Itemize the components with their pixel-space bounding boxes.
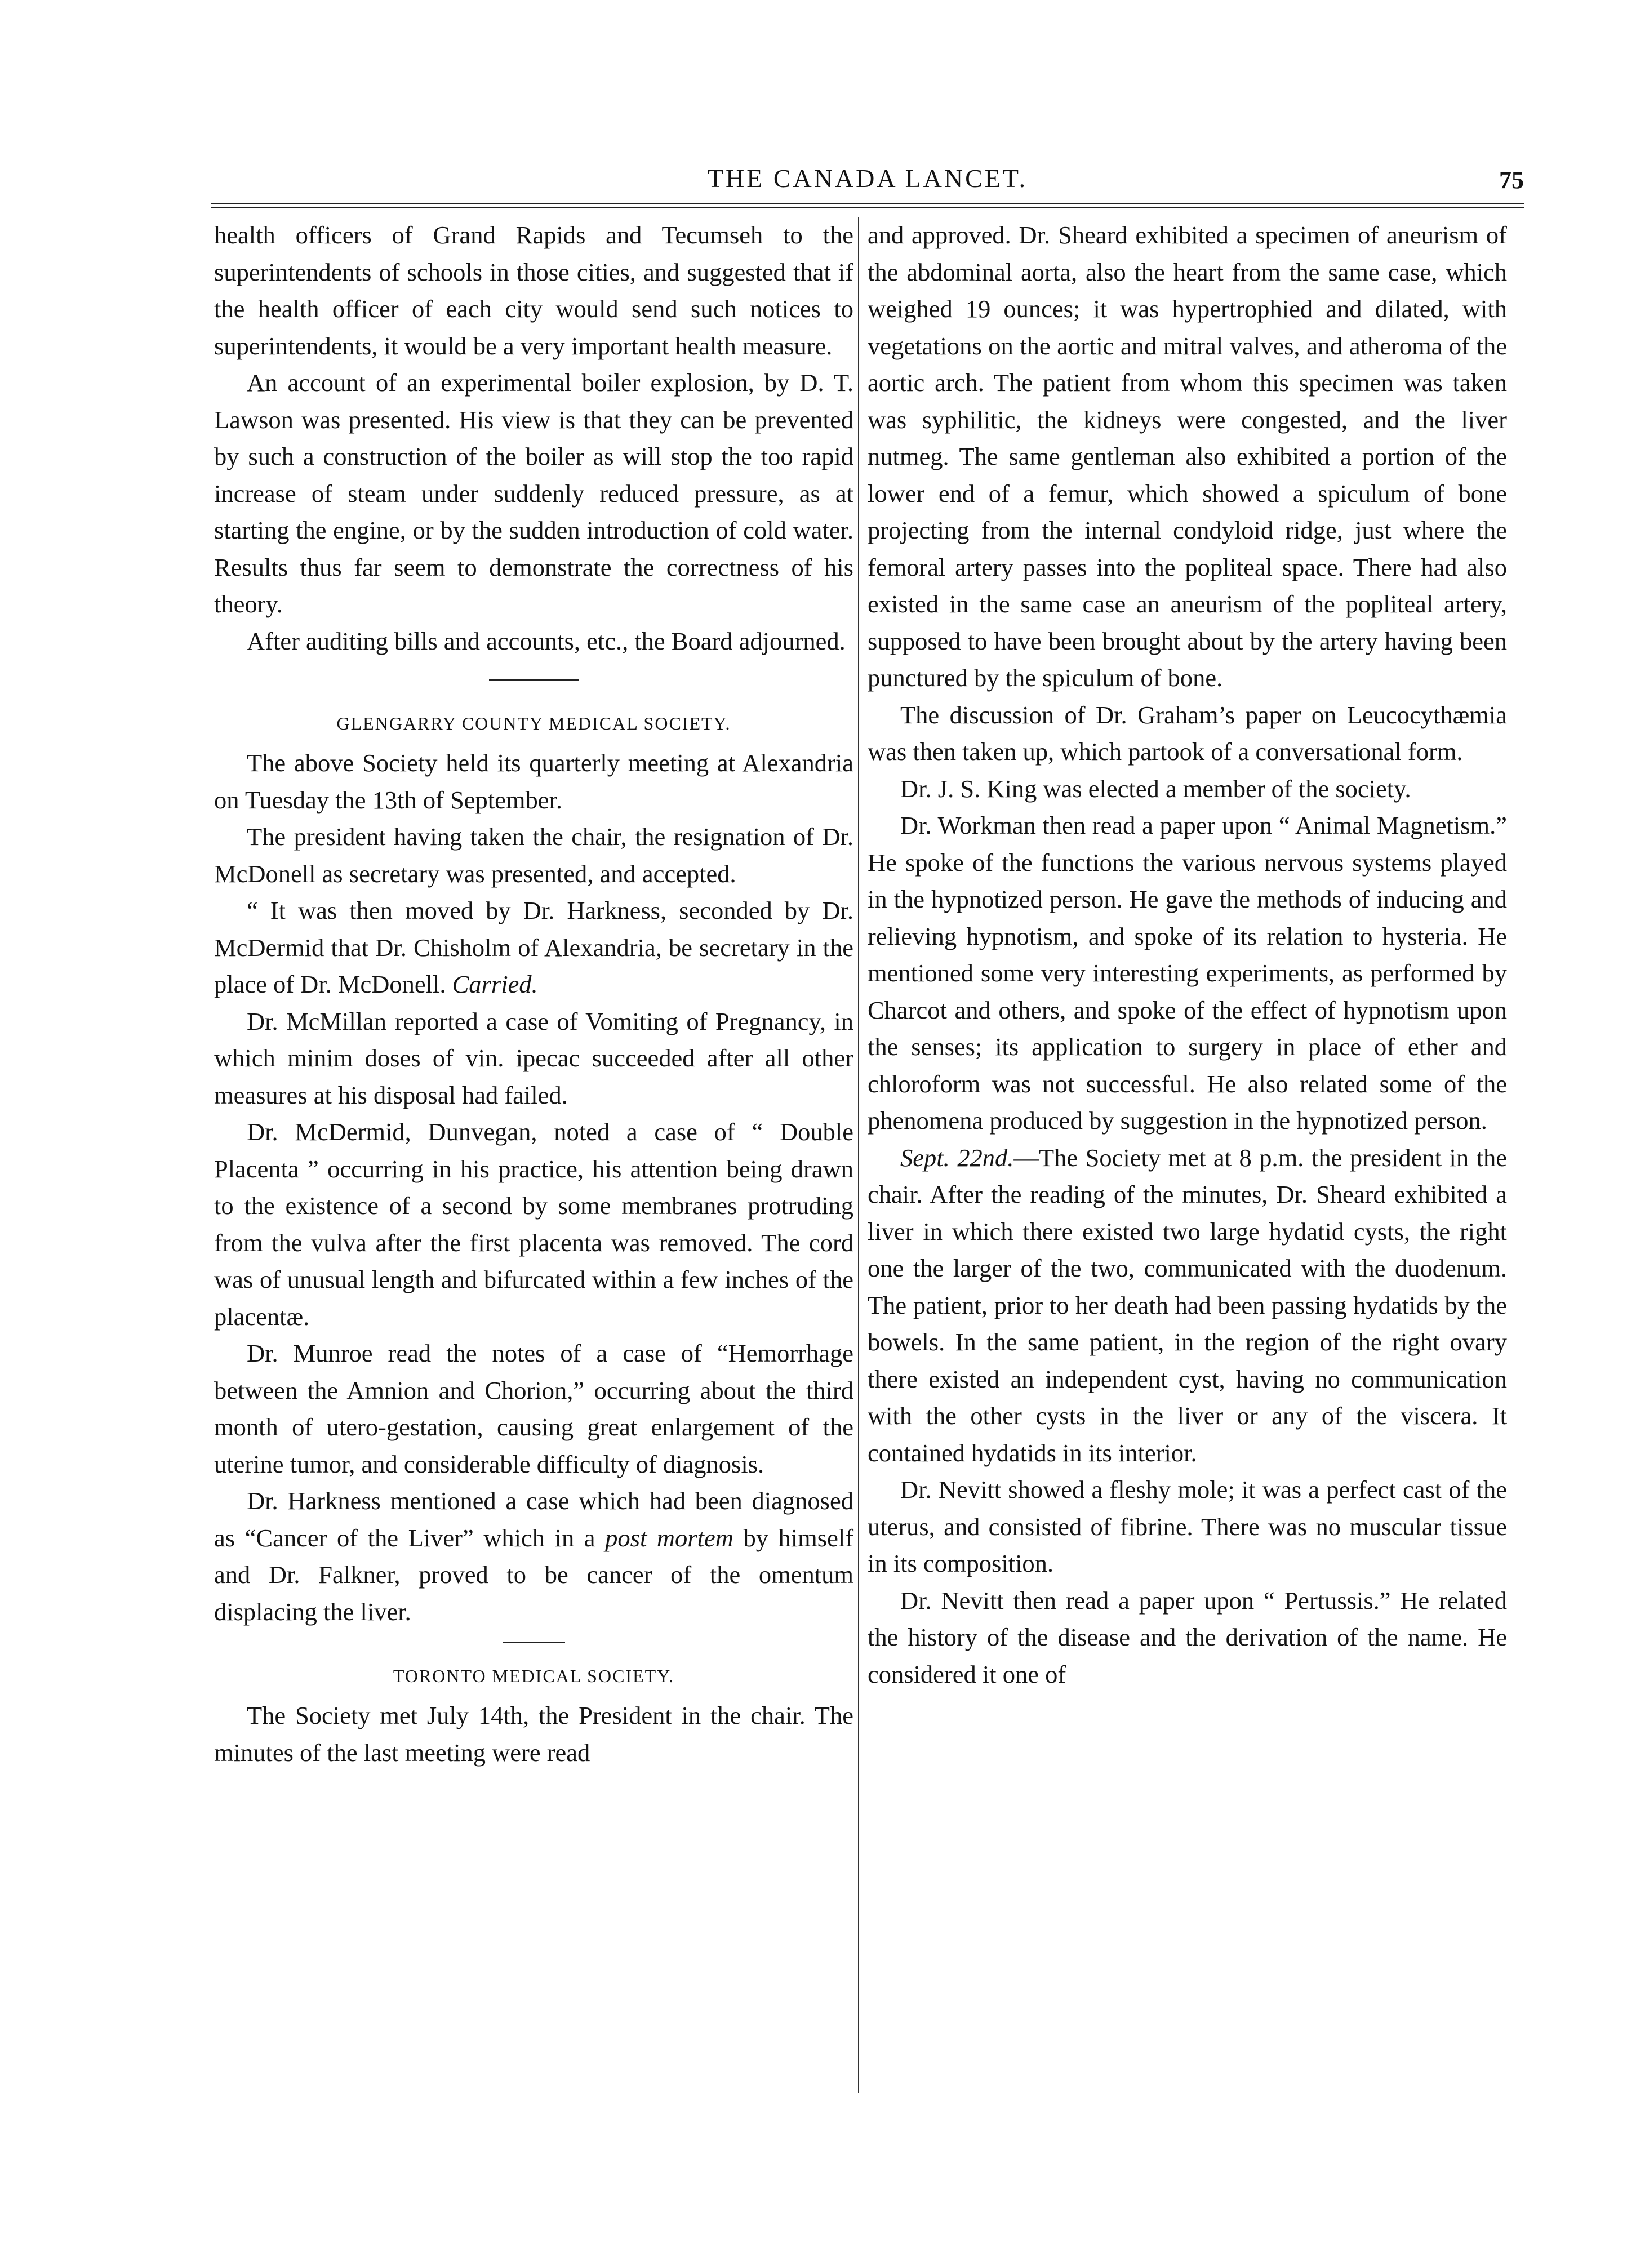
paragraph: After auditing bills and accounts, etc., the Board adjourned. bbox=[247, 626, 846, 655]
paragraph: The Society met July 14th, the President in the chair. The minutes of the last meeting were read bbox=[214, 1701, 853, 1767]
column-divider bbox=[858, 217, 859, 2093]
paragraph: Dr. McDermid, Dunvegan, noted a case of “ Double Placenta ” occurring in his practice, his attention being drawn to the existence of a second by some membranes protruding from the vulva after the first placenta was removed. The cord was of unusual length and bifurcated within a few inches of the placentæ. bbox=[214, 1118, 853, 1331]
right-column bbox=[868, 217, 1507, 1693]
running-title: THE CANADA LANCET. bbox=[707, 164, 1028, 193]
page-number: 75 bbox=[1499, 166, 1524, 194]
italic-phrase: post mortem bbox=[605, 1523, 733, 1552]
section-divider bbox=[503, 1642, 565, 1643]
paragraph: Dr. Workman then read a paper upon “ Animal Magnetism.” He spoke of the functions the various nervous systems played in the hypnotized person. He gave the methods of inducing and relieving hypnotism, and spoke of its relation to hysteria. He mentioned some very interesting experiments, as performed by Charcot and others, and spoke of the effect of hypnotism upon the senses; its application to surgery in place of ether and chloroform was not successful. He also related some of the phenomena produced by suggestion in the hypnotized person. bbox=[868, 811, 1507, 1135]
paragraph: and approved. Dr. Sheard exhibited a specimen of aneurism of the abdominal aorta, also the heart from the same case, which weighed 19 ounces; it was hypertrophied and dilated, with vegetations on the aortic and mitral valves, and atheroma of the aortic arch. The patient from whom this specimen was taken was syphilitic, the kidneys were congested, and the liver nutmeg. The same gentleman also exhibited a portion of the lower end of a femur, which showed a spiculum of bone projecting from the internal condyloid ridge, just where the femoral artery passes into the popliteal space. There had also existed in the same case an aneurism of the popliteal artery, supposed to have been brought about by the artery having been punctured by the spiculum of bone. bbox=[868, 221, 1507, 692]
paragraph: An account of an experimental boiler explosion, by D. T. Lawson was presented. His view is that they can be prevented by such a construction of the boiler as will stop the too rapid increase of steam under suddenly reduced pressure, as at starting the engine, or by the sudden introduction of cold water. Results thus far seem to demonstrate the correctness of his theory. bbox=[214, 368, 853, 618]
section-divider bbox=[489, 679, 579, 681]
paragraph: The president having taken the chair, the resignation of Dr. McDonell as secretary was presented, and accepted. bbox=[214, 822, 853, 888]
paragraph bbox=[868, 1140, 1507, 1472]
carried-label: Carried. bbox=[452, 970, 538, 998]
paragraph: health officers of Grand Rapids and Tecumseh to the superintendents of schools in those cities, and suggested that if the health officer of each city would send such notices to superintendents, it would be a very important health measure. bbox=[214, 221, 853, 360]
section-heading-glengarry: GLENGARRY COUNTY MEDICAL SOCIETY. bbox=[336, 713, 731, 733]
paragraph bbox=[214, 1483, 853, 1630]
paragraph: Dr. Nevitt showed a fleshy mole; it was a perfect cast of the uterus, and consisted of fibrine. There was no muscular tissue in its composition. bbox=[868, 1475, 1507, 1577]
paragraph-text: Dr. Harkness mentioned a case which had been diagnosed as “Cancer of the Liver” which in a bbox=[214, 1487, 853, 1552]
paragraph: Dr. J. S. King was elected a member of the society. bbox=[900, 774, 1411, 803]
header-rule bbox=[211, 203, 1524, 208]
left-column bbox=[214, 217, 853, 1771]
date-label: Sept. 22nd. bbox=[900, 1143, 1014, 1172]
paragraph: Dr. Nevitt then read a paper upon “ Pertussis.” He related the history of the disease and the derivation of the name. He considered it one of bbox=[868, 1586, 1507, 1688]
paragraph-text: by himself and Dr. Falkner, proved to be cancer of the omentum displacing the liver. bbox=[214, 1523, 854, 1626]
paragraph: Dr. McMillan reported a case of Vomiting of Pregnancy, in which minim doses of vin. ipecac succeeded after all other measures at his disposal had failed. bbox=[214, 1007, 853, 1109]
paragraph: The discussion of Dr. Graham’s paper on Leucocythæmia was then taken up, which partook of a conversational form. bbox=[868, 700, 1507, 766]
paragraph: Dr. Munroe read the notes of a case of “Hemorrhage between the Amnion and Chorion,” occurring about the third month of utero-gestation, causing great enlargement of the uterine tumor, and considerable difficulty of diagnosis. bbox=[214, 1339, 853, 1478]
paragraph: The above Society held its quarterly meeting at Alexandria on Tuesday the 13th of September. bbox=[214, 749, 853, 814]
paragraph-text: —The Society met at 8 p.m. the president in the chair. After the reading of the minutes, Dr. Sheard exhibited a liver in which there existed two large hydatid cysts, the right one the larger of the two, communicated with the duodenum. The patient, prior to her death had been passing hydatids by the bowels. In the same patient, in the region of the right ovary there existed an independent cyst, having no communication with the other cysts in the liver or any of the viscera. It contained hydatids in its interior. bbox=[868, 1143, 1508, 1467]
paragraph bbox=[214, 892, 853, 1003]
paragraph-text: “ It was then moved by Dr. Harkness, seconded by Dr. McDermid that Dr. Chisholm of Alexandria, be secretary in the place of Dr. McDonell. bbox=[214, 896, 853, 998]
running-head bbox=[211, 163, 1524, 203]
section-heading-toronto: TORONTO MEDICAL SOCIETY. bbox=[393, 1666, 675, 1686]
